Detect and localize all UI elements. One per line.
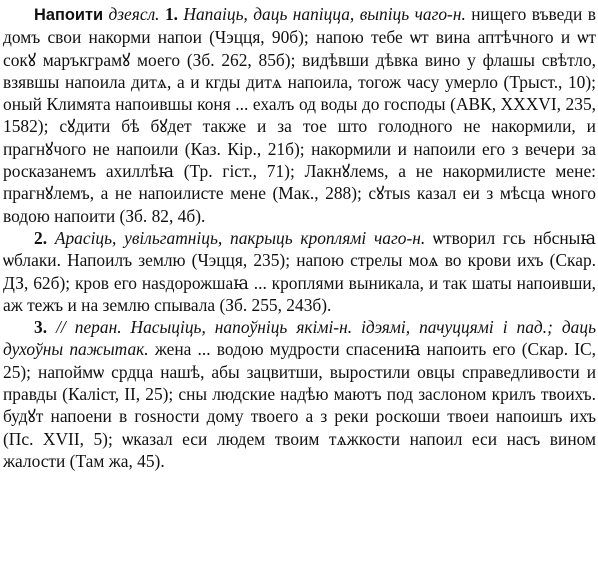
headword: Напоити (34, 6, 104, 24)
sense-definition-1: Напаіць, даць напіцца, выпіць чаго-н. (183, 4, 466, 24)
sense-citations-3: жена ... водою мудрости спасениꙗ напоить его (Скар. ІС, 25); напоймѡ срдца нашѣ, абы зацвитши, выростили овцы справедливости и правды (Каліст, ІІ, 25); сны людские надѣю маютъ под заслоном крилъ твоихъ. будꙋт напоени в гоsности дому твоего а з реки роскоши твоеи напоишъ ихъ (Пс. XVII, 5); ѡказал еси людем твоим тѧжкости напоил еси насъ вином жалости (Там жа, 45). (3, 339, 596, 471)
sense-number-2: 2. (34, 227, 48, 248)
sense-number-1: 1. (164, 4, 178, 24)
sense-1-paragraph (3, 3, 596, 227)
sense-2-paragraph (3, 227, 596, 316)
sense-3-paragraph (3, 316, 596, 472)
sense-definition-2: Арасіць, увільгатніць, пакрыць кроплямі чаго-н. (54, 227, 426, 248)
sense-citations-1: нищего въведи в домъ свои накорми напои (Чэцця, 90б); напою тебе ѡт вина аптѣчного и ѡт сокꙋ маръкграмꙋ моего (Зб. 262, 85б); видѣвши дѣвка вино у флашы свѣтло, взявшы напоила дитѧ, а и кгды дитѧ напоила, тогож часу умерло (Трыст., 10); оный Климята напоившы коня ... ехалъ од воды до господы (АВК, XXXVI, 235, 1582); сꙋдити бѣ бꙋдет также и за тое што голодного не накормили, и прагнꙋчого не напоили (Каз. Кір., 21б); накормили и напоили его з вечери за росказанемъ ахиллѣꙗ (Тр. гіст., 71); Лакнꙋлемs, а не накормилисте мене: прагнꙋлемъ, а не напоилисте мене (Мак., 288); сꙋтыs казал еи з мѣсца ѡного водою напоити (Зб. 82, 4б). (3, 4, 596, 226)
sense-citations-2: ѡтворил гсь нбсныꙗ ѡблаки. Напоилъ землю (Чэцця, 235); напою стрелы моѧ во крови ихъ (Скар. ДЗ, 62б); кров его наsдорожшаꙗ ... кроплями выникала, и так шаты напоивши, аж тежъ и на землю спывала (Зб. 255, 243б). (3, 227, 596, 315)
sense-number-3: 3. (34, 317, 48, 338)
part-of-speech: дзеясл. (108, 4, 160, 24)
sense-definition-3: // перан. Насыціць, напоўніць якімі-н. ідэямі, пачуццямі і пад.; даць духоўны пажытак. (3, 317, 596, 360)
dictionary-entry (3, 3, 596, 472)
